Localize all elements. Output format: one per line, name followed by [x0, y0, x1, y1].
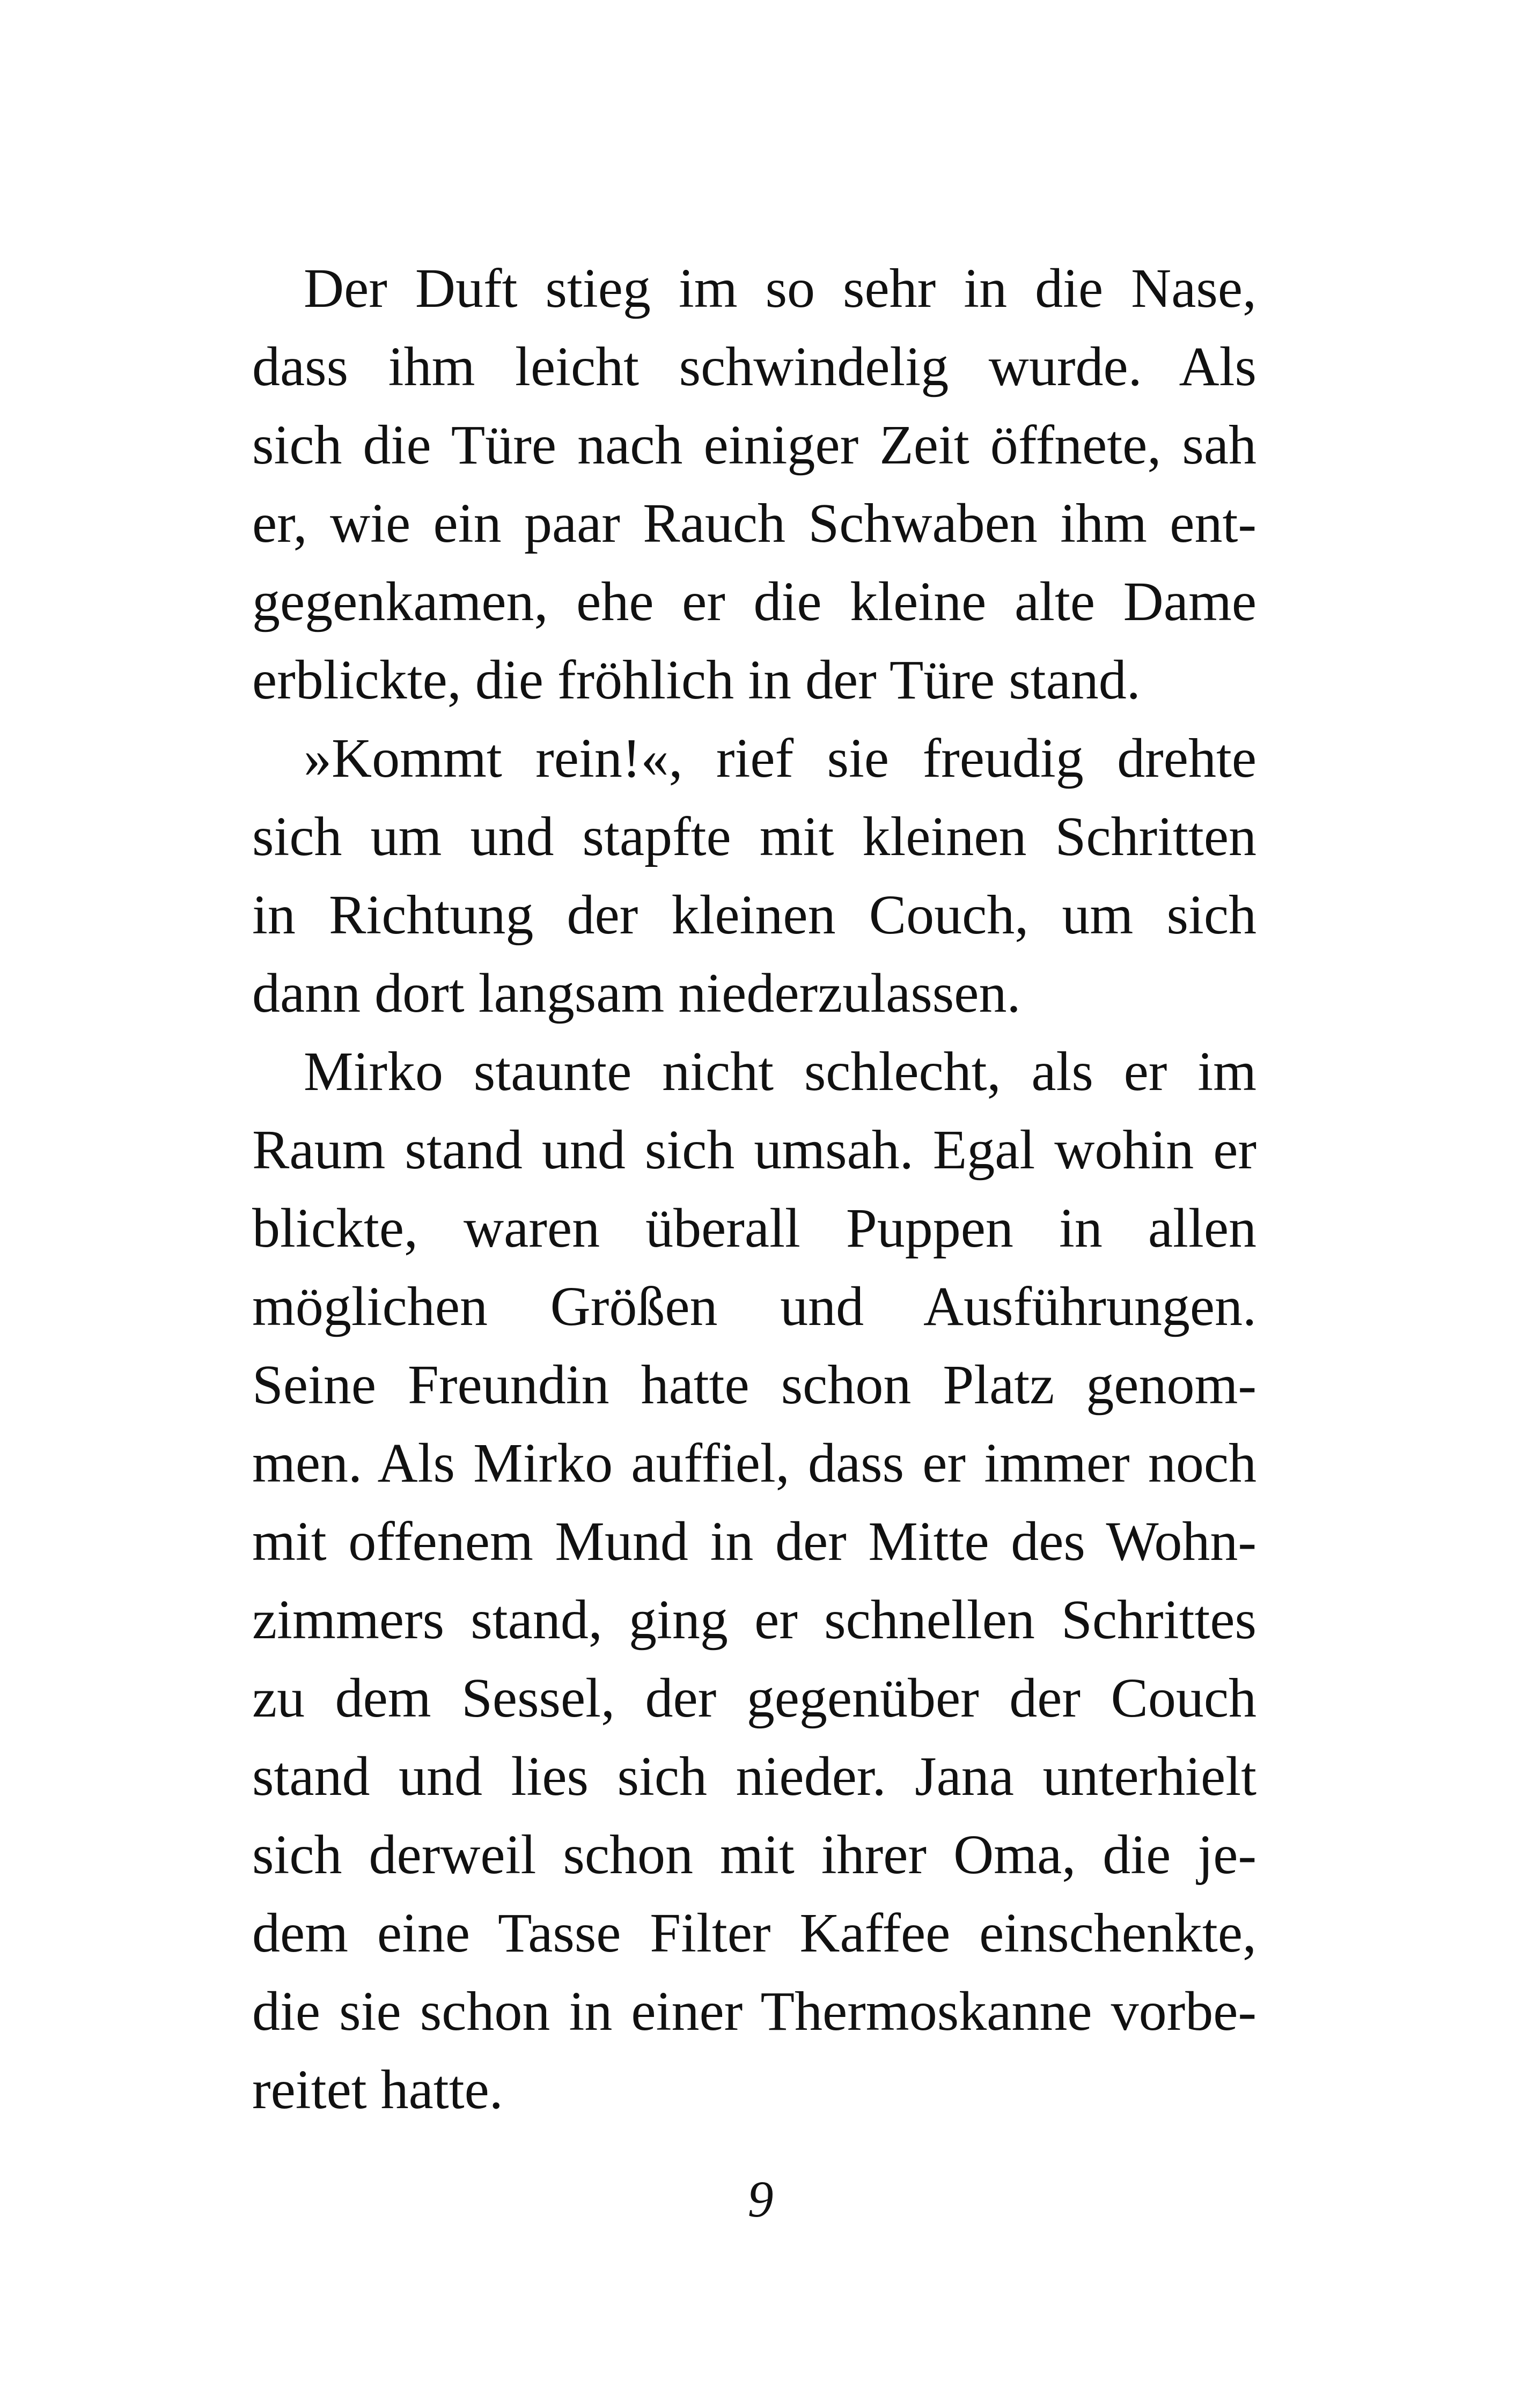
- text-line: reitet hatte.: [252, 2059, 503, 2120]
- text-line: sich derweil schon mit ihrer Oma, die je-: [252, 1824, 1257, 1886]
- text-line: zimmers stand, ging er schnellen Schrittes: [252, 1589, 1257, 1651]
- text-line: sich um und stapfte mit kleinen Schritten: [252, 806, 1257, 867]
- paragraph-1: [252, 249, 1257, 719]
- text-line: Seine Freundin hatte schon Platz genom-: [252, 1354, 1257, 1416]
- text-line: mit offenem Mund in der Mitte des Wohn-: [252, 1511, 1257, 1572]
- text-line: in Richtung der kleinen Couch, um sich: [252, 884, 1257, 946]
- text-line: Raum stand und sich umsah. Egal wohin er: [252, 1119, 1257, 1181]
- text-line: dem eine Tasse Filter Kaffee einschenkte,: [252, 1902, 1257, 1964]
- page-number: 9: [747, 2170, 774, 2228]
- text-line: die sie schon in einer Thermoskanne vorbe-: [252, 1980, 1257, 2042]
- text-line: er, wie ein paar Rauch Schwaben ihm ent-: [252, 492, 1257, 554]
- text-line: gegenkamen, ehe er die kleine alte Dame: [252, 571, 1257, 632]
- paragraph-2: [252, 719, 1257, 1033]
- text-line: »Kommt rein!«, rief sie freudig drehte: [304, 727, 1257, 789]
- text-line: möglichen Größen und Ausführungen.: [252, 1276, 1257, 1337]
- text-line: stand und lies sich nieder. Jana unterhielt: [252, 1746, 1257, 1807]
- text-line: erblickte, die fröhlich in der Türe stand.: [252, 649, 1141, 711]
- text-line: dann dort langsam niederzulassen.: [252, 962, 1021, 1024]
- text-line: sich die Türe nach einiger Zeit öffnete, sah: [252, 414, 1257, 476]
- text-line: blickte, waren überall Puppen in allen: [252, 1197, 1257, 1259]
- text-line: Der Duft stieg im so sehr in die Nase,: [304, 257, 1257, 319]
- body-text: [252, 249, 1257, 2129]
- paragraph-3: [252, 1033, 1257, 2129]
- text-line: men. Als Mirko auffiel, dass er immer noch: [252, 1432, 1257, 1494]
- text-line: dass ihm leicht schwindelig wurde. Als: [252, 336, 1257, 397]
- text-line: zu dem Sessel, der gegenüber der Couch: [252, 1667, 1257, 1729]
- text-line: Mirko staunte nicht schlecht, als er im: [304, 1041, 1257, 1102]
